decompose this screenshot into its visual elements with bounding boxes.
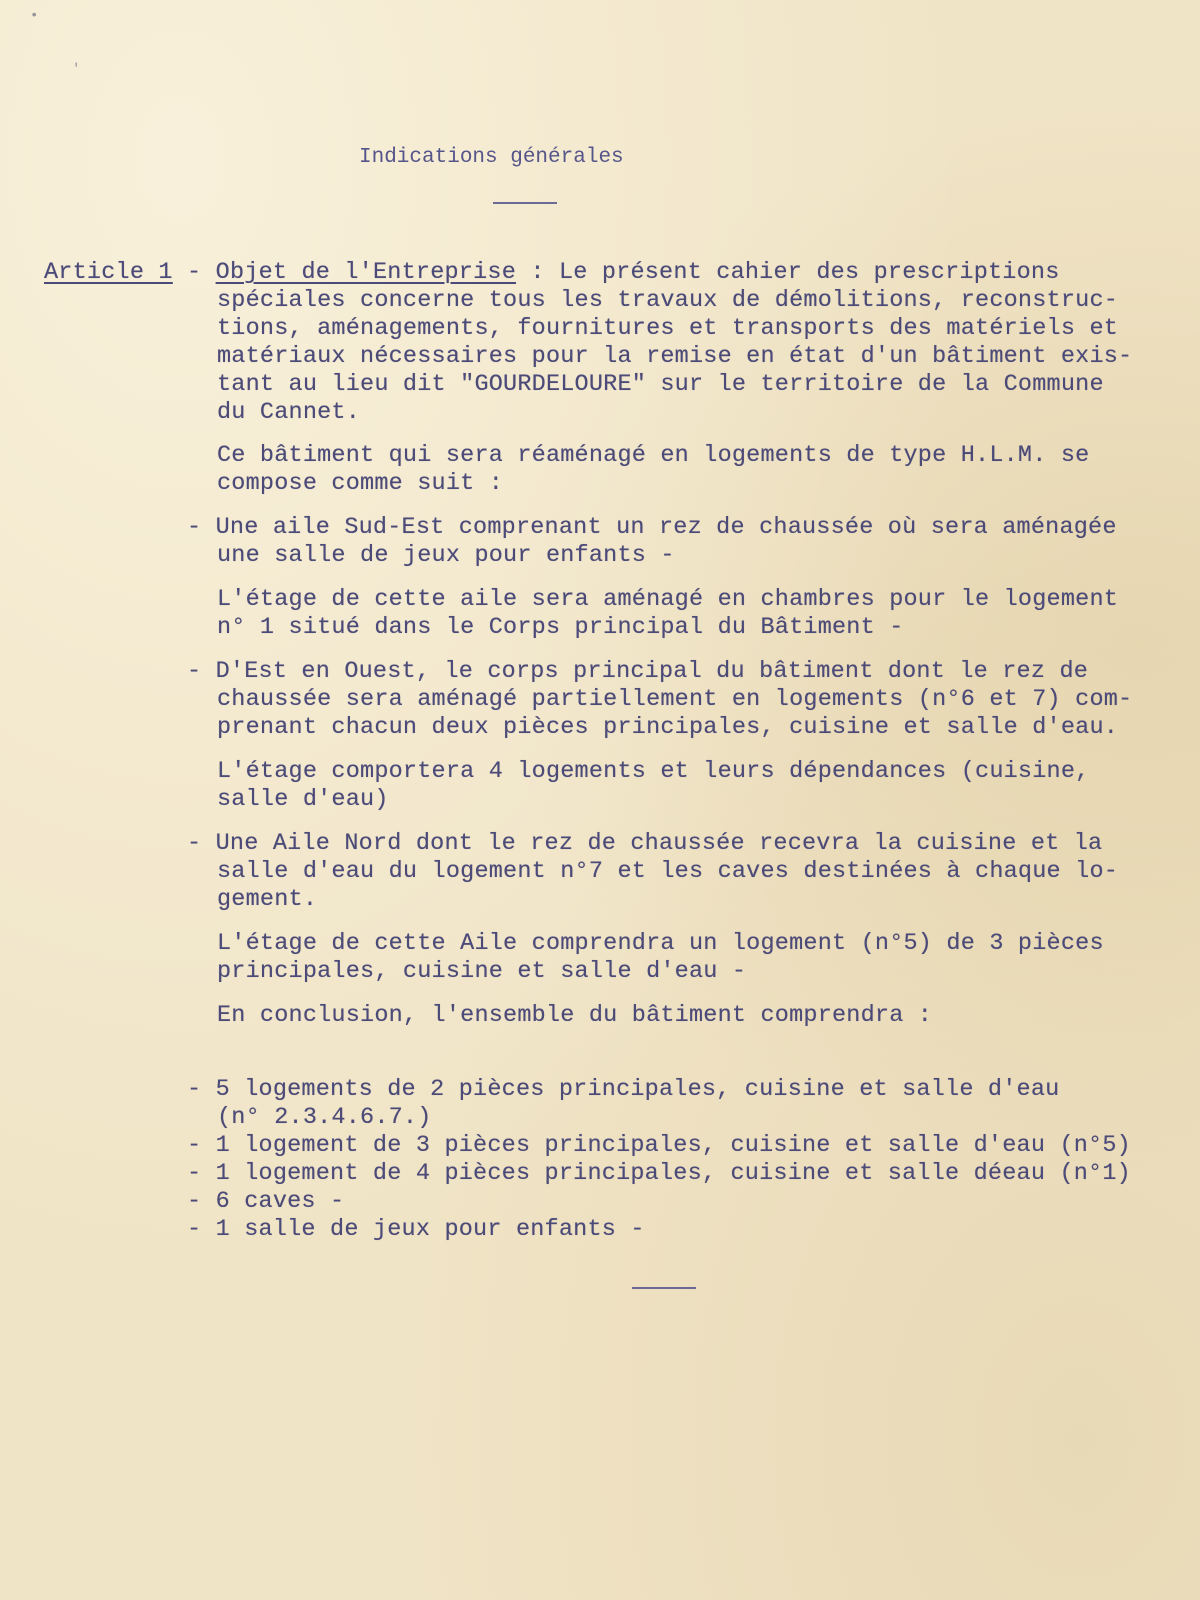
article-intro-line: spéciales concerne tous les travaux de démolitions, reconstruc- bbox=[217, 287, 1119, 314]
article-heading-line bbox=[44, 259, 1060, 287]
paper-speck: • bbox=[30, 8, 39, 24]
article-intro-line: tions, aménagements, fournitures et transports des matériels et bbox=[217, 315, 1119, 342]
article-label: Article 1 bbox=[44, 259, 173, 286]
summary-line: - 5 logements de 2 pièces principales, cuisine et salle d'eau bbox=[187, 1076, 1060, 1103]
article-intro-line: tant au lieu dit "GOURDELOURE" sur le territoire de la Commune bbox=[217, 371, 1104, 398]
body-line: une salle de jeux pour enfants - bbox=[217, 542, 675, 569]
body-line: salle d'eau) bbox=[217, 786, 389, 813]
body-line: prenant chacun deux pièces principales, cuisine et salle d'eau. bbox=[217, 714, 1119, 741]
article-colon: : bbox=[516, 259, 559, 286]
paper-speck: ʹ bbox=[72, 62, 81, 78]
title-rule bbox=[493, 202, 557, 204]
closing-rule bbox=[632, 1287, 696, 1289]
article-intro-line: du Cannet. bbox=[217, 399, 361, 426]
body-line: En conclusion, l'ensemble du bâtiment comprendra : bbox=[217, 1002, 933, 1029]
body-line: L'étage de cette aile sera aménagé en chambres pour le logement bbox=[217, 586, 1119, 613]
body-line: Ce bâtiment qui sera réaménagé en logements de type H.L.M. se bbox=[217, 442, 1090, 469]
body-line: L'étage comportera 4 logements et leurs dépendances (cuisine, bbox=[217, 758, 1090, 785]
summary-line: - 1 logement de 3 pièces principales, cuisine et salle d'eau (n°5) bbox=[187, 1132, 1131, 1159]
body-line: compose comme suit : bbox=[217, 470, 504, 497]
body-line: - Une aile Sud-Est comprenant un rez de chaussée où sera aménagée bbox=[187, 514, 1117, 541]
body-line: - Une Aile Nord dont le rez de chaussée recevra la cuisine et la bbox=[187, 830, 1103, 857]
summary-line: - 1 logement de 4 pièces principales, cuisine et salle déeau (n°1) bbox=[187, 1160, 1131, 1187]
body-line: principales, cuisine et salle d'eau - bbox=[217, 958, 747, 985]
body-line: n° 1 situé dans le Corps principal du Bâtiment - bbox=[217, 614, 904, 641]
body-line: L'étage de cette Aile comprendra un logement (n°5) de 3 pièces bbox=[217, 930, 1104, 957]
body-line: - D'Est en Ouest, le corps principal du bâtiment dont le rez de bbox=[187, 658, 1089, 685]
summary-line: - 6 caves - bbox=[187, 1188, 345, 1215]
page-title: Indications générales bbox=[359, 146, 624, 169]
article-intro-line: matériaux nécessaires pour la remise en état d'un bâtiment exis- bbox=[217, 343, 1133, 370]
body-line: chaussée sera aménagé partiellement en logements (n°6 et 7) com- bbox=[217, 686, 1133, 713]
body-line: gement. bbox=[217, 886, 318, 913]
body-line: salle d'eau du logement n°7 et les caves destinées à chaque lo- bbox=[217, 858, 1119, 885]
article-intro-line: Le présent cahier des prescriptions bbox=[558, 259, 1060, 286]
summary-line: (n° 2.3.4.6.7.) bbox=[217, 1104, 432, 1131]
article-subject: Objet de l'Entreprise bbox=[215, 259, 517, 286]
summary-line: - 1 salle de jeux pour enfants - bbox=[187, 1216, 645, 1243]
article-dash: - bbox=[172, 259, 216, 286]
